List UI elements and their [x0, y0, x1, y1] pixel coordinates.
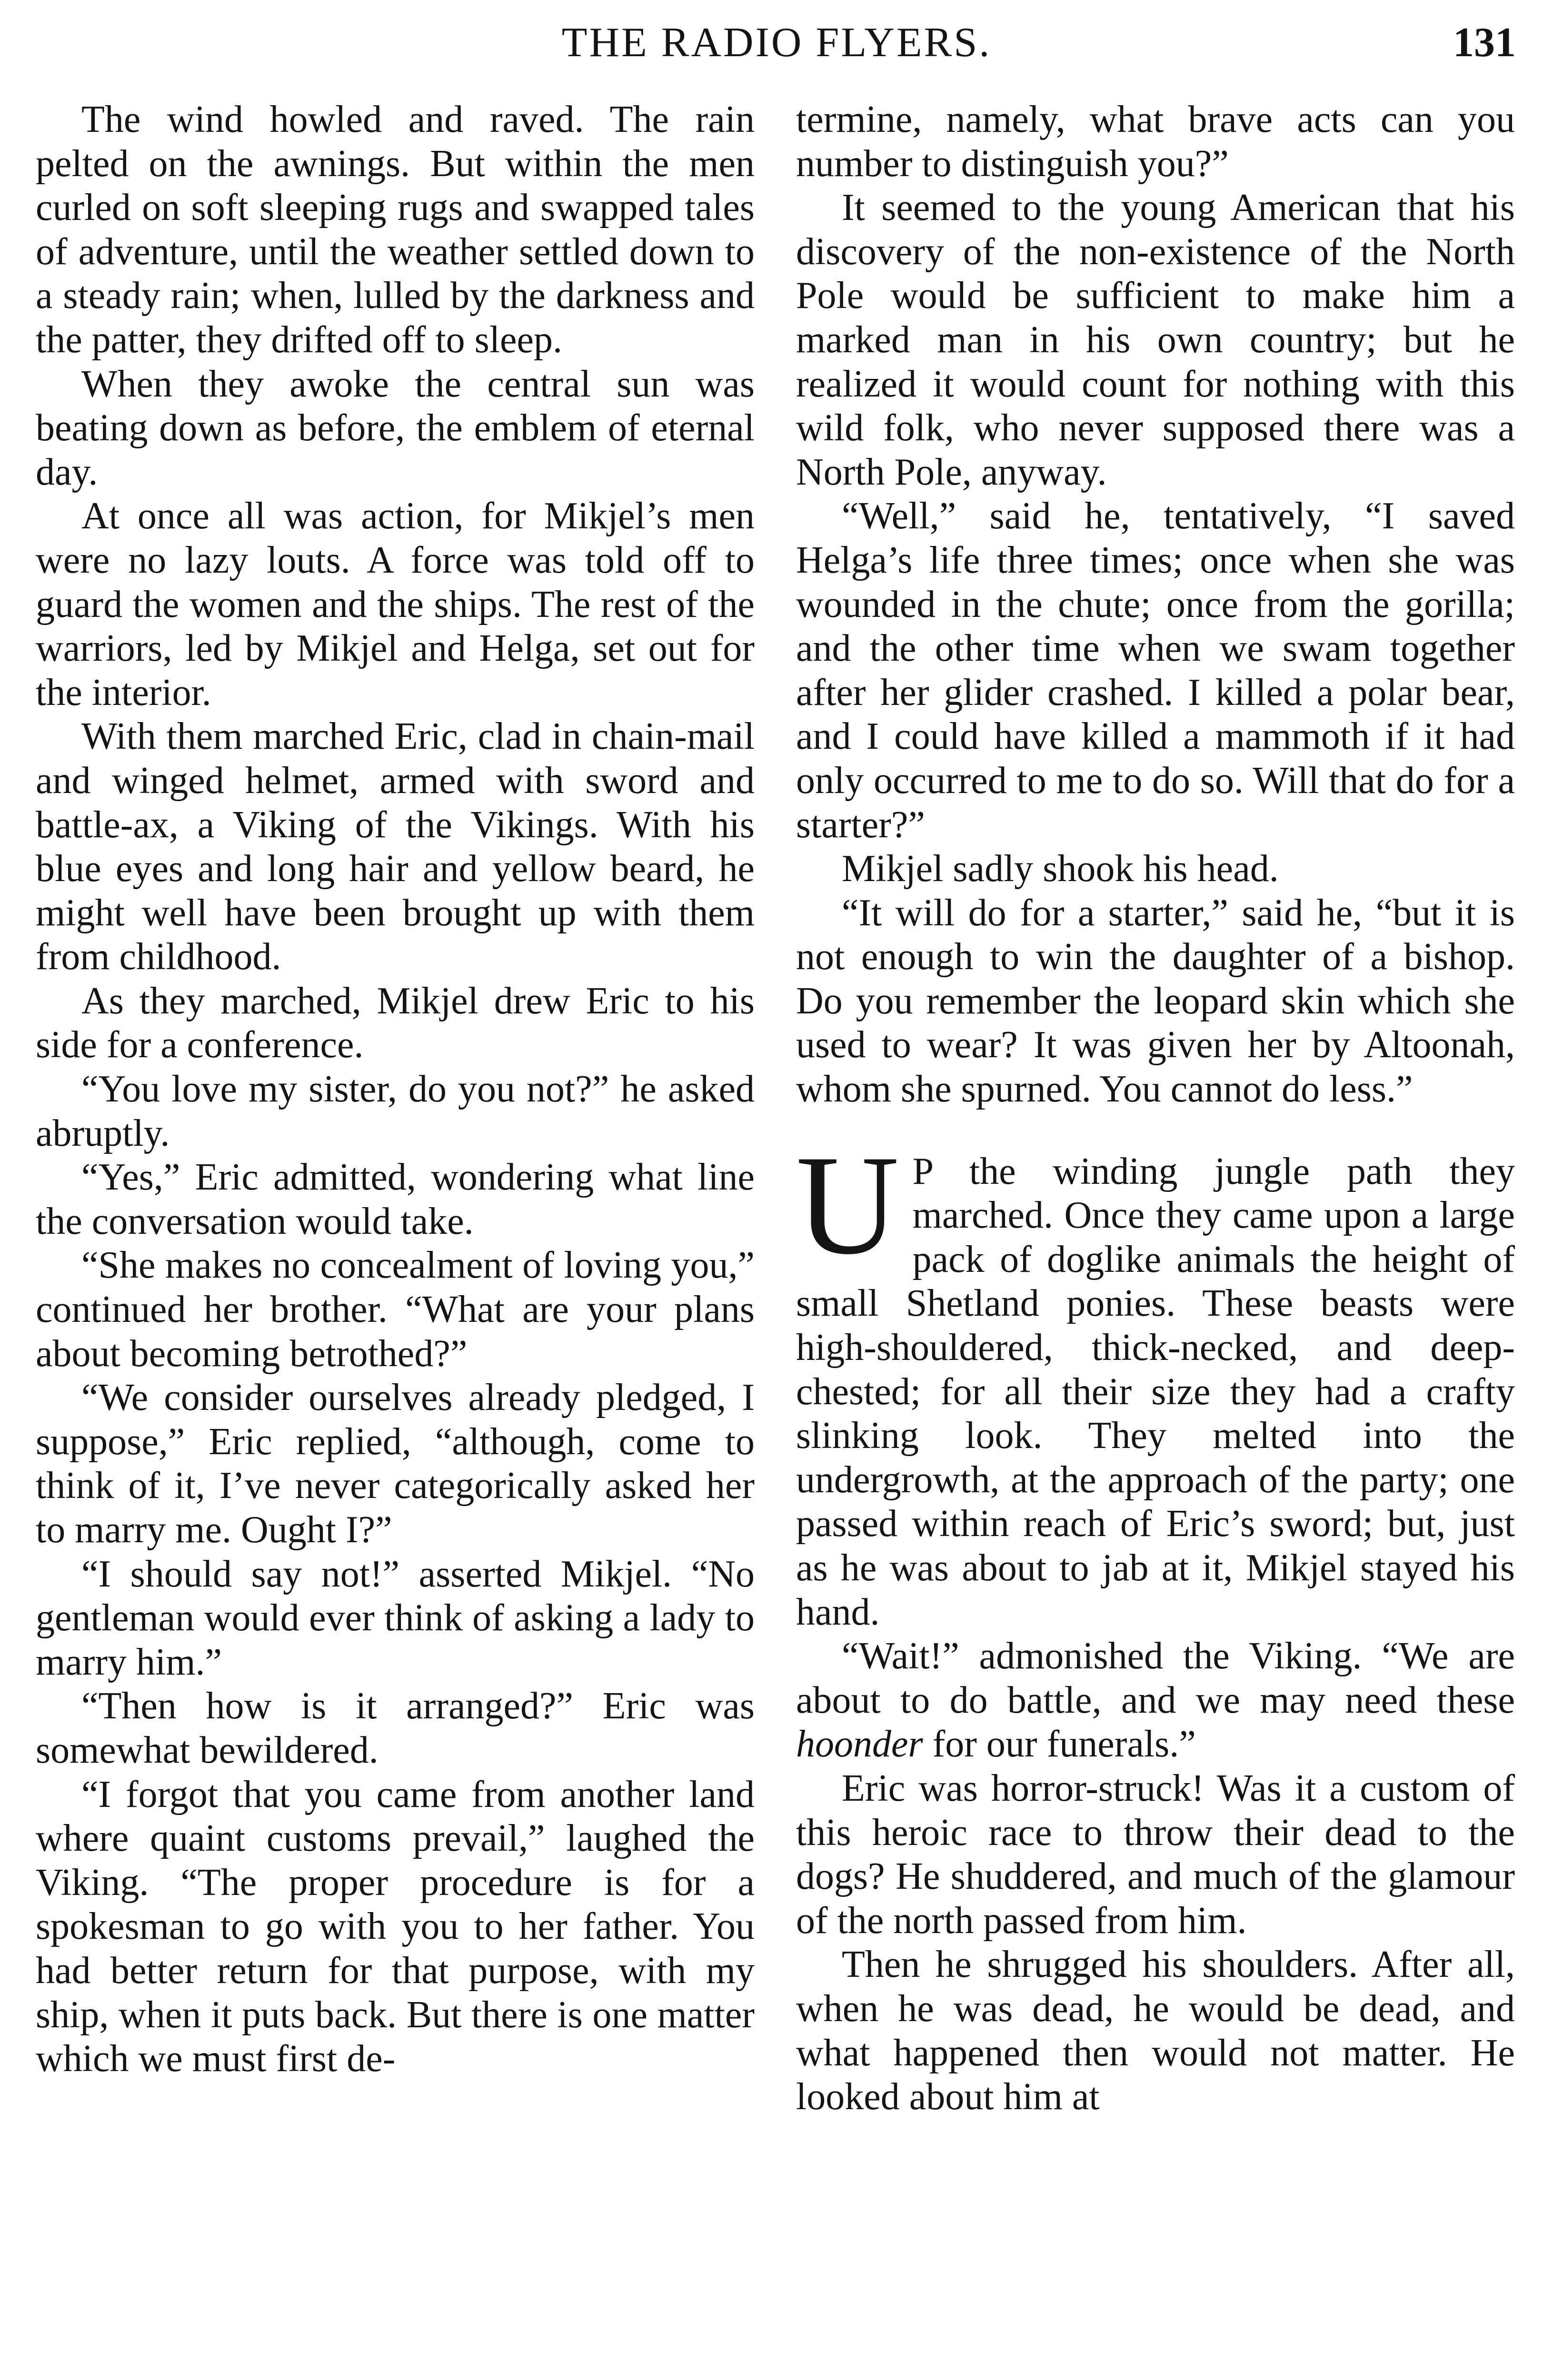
section-break [796, 1111, 1515, 1150]
page-number: 131 [1453, 20, 1516, 66]
paragraph: When they awoke the central sun was beating down as before, the emblem of eternal day. [36, 363, 755, 493]
paragraph: “Then how is it arranged?” Eric was somewhat bewildered. [36, 1685, 755, 1771]
paragraph: “You love my sister, do you not?” he asked abruptly. [36, 1068, 755, 1154]
paragraph-text: “Wait!” admonished the Viking. “We are about to do battle, and we may need these [796, 1635, 1515, 1721]
paragraph [796, 1634, 1515, 1766]
paragraph: termine, namely, what brave acts can you number to distinguish you?” [796, 99, 1515, 185]
paragraph: “Well,” said he, tentatively, “I saved Helga’s life three times; once when she was wounded in the chute; once from the gorilla; and the other time when we swam together after her glider crashed. I killed a polar bear, and I could have killed a mammoth if it had only occurred to me to do so. Will that do for a starter?” [796, 495, 1515, 846]
italic-word: hoonder [796, 1723, 923, 1765]
paragraph: Eric was horror-struck! Was it a custom of this heroic race to throw their dead to the dogs? He shuddered, and much of the glamour of the north passed from him. [796, 1767, 1515, 1942]
paragraph-text: for our funerals.” [923, 1723, 1196, 1765]
left-column [36, 98, 755, 2081]
right-column [796, 98, 1515, 2119]
paragraph: “I forgot that you came from another land where quaint customs prevail,” laughed the Viking. “The proper procedure is for a spokesman to go with you to her father. You had better return for that purpose, with my ship, when it puts back. But there is one matter which we must first de- [36, 1773, 755, 2080]
paragraph-text: P the winding jungle path they marched. Once they came upon a large pack of doglike animals the height of small Shetland ponies. These beasts were high-shouldered, thick-necked, and deep-chested; for all their size they had a crafty slinking look. They melted into the undergrowth, at the approach of the party; one passed within reach of Eric’s sword; but, just as he was about to jab at it, Mikjel stayed his hand. [796, 1150, 1515, 1633]
paragraph: The wind howled and raved. The rain pelted on the awnings. But within the men curled on soft sleeping rugs and swapped tales of adventure, until the weather settled down to a steady rain; when, lulled by the darkness and the patter, they drifted off to sleep. [36, 99, 755, 361]
paragraph: It seemed to the young American that his discovery of the non-existence of the North Pole would be sufficient to make him a marked man in his own country; but he realized it would count for nothing with this wild folk, who never supposed there was a North Pole, anyway. [796, 187, 1515, 493]
paragraph: “I should say not!” asserted Mikjel. “No gentleman would ever think of asking a lady to marry him.” [36, 1553, 755, 1683]
paragraph: “We consider ourselves already pledged, I suppose,” Eric replied, “although, come to think of it, I’ve never categorically asked her to marry me. Ought I?” [36, 1377, 755, 1551]
section-opening-paragraph [796, 1125, 1515, 1635]
drop-cap: U [796, 1125, 899, 1284]
paragraph: Mikjel sadly shook his head. [842, 848, 1279, 890]
paragraph: With them marched Eric, clad in chain-mail and winged helmet, armed with sword and battle-ax, a Viking of the Vikings. With his blue eyes and long hair and yellow beard, he might well have been brought up with them from childhood. [36, 715, 755, 978]
paragraph: As they marched, Mikjel drew Eric to his side for a conference. [36, 980, 755, 1066]
paragraph: Then he shrugged his shoulders. After all, when he was dead, he would be dead, and what happened then would not matter. He looked about him at [796, 1944, 1515, 2118]
paragraph: “Yes,” Eric admitted, wondering what line the conversation would take. [36, 1156, 755, 1242]
paragraph: “It will do for a starter,” said he, “but it is not enough to win the daughter of a bishop. Do you remember the leopard skin which she used to wear? It was given her by Altoonah, whom she spurned. You cannot do less.” [796, 892, 1515, 1111]
running-title: THE RADIO FLYERS. [561, 20, 992, 66]
paragraph: At once all was action, for Mikjel’s men were no lazy louts. A force was told off to guard the women and the ships. The rest of the warriors, led by Mikjel and Helga, set out for the interior. [36, 495, 755, 714]
running-head [0, 14, 1553, 71]
paragraph: “She makes no concealment of loving you,” continued her brother. “What are your plans about becoming betrothed?” [36, 1244, 755, 1375]
